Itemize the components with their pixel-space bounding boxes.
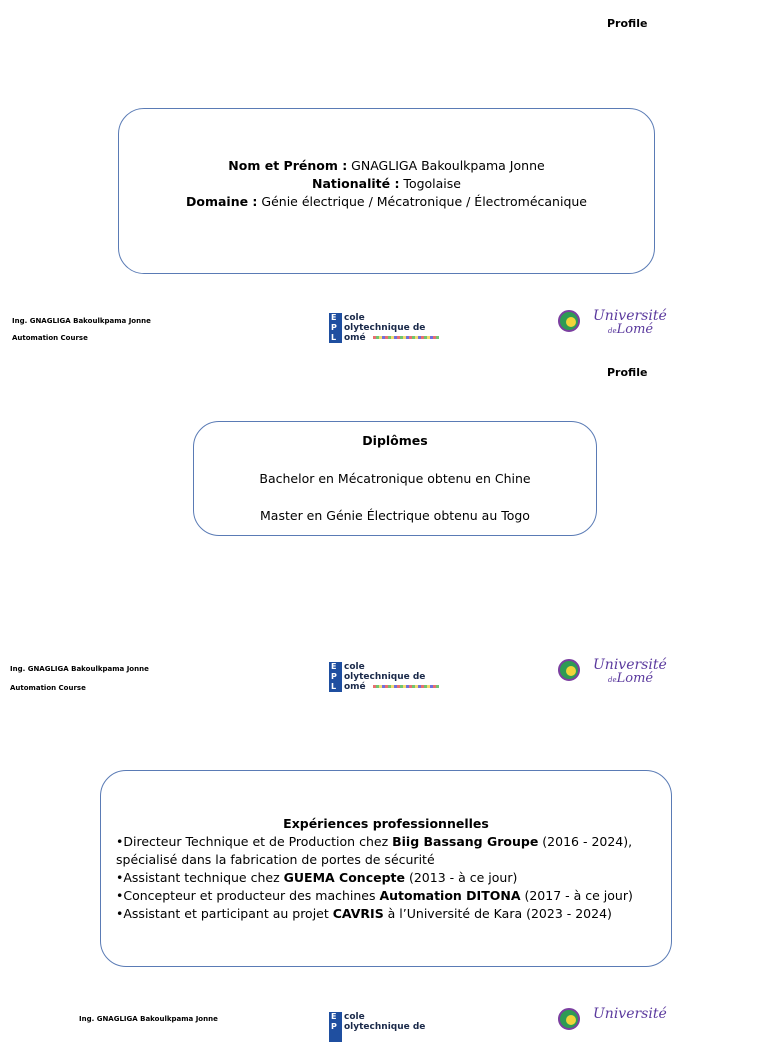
experience-item-continued: spécialisé dans la fabrication de portes de sécurité	[116, 852, 435, 867]
experience-item: •Concepteur et producteur des machines Automation DITONA (2017 - à ce jour)	[116, 888, 633, 903]
footer-author: Ing. GNAGLIGA Bakoulkpama Jonne	[12, 317, 151, 325]
univ-lome-logo: Université	[558, 1006, 673, 1036]
experience-title: Expériences professionnelles	[283, 816, 489, 831]
footer-course: Automation Course	[12, 334, 88, 342]
univ-crest-icon	[558, 310, 580, 332]
experience-box	[100, 770, 672, 967]
diploma-item: Bachelor en Mécatronique obtenu en Chine	[259, 471, 531, 486]
univ-crest-icon	[558, 1008, 580, 1030]
experience-item: •Directeur Technique et de Production chez Biig Bassang Groupe (2016 - 2024),	[116, 834, 633, 849]
epl-logo: E P L cole olytechnique de omé	[329, 662, 444, 692]
diplomas-box	[193, 421, 597, 536]
univ-crest-icon	[558, 659, 580, 681]
footer-course: Automation Course	[10, 684, 86, 692]
diploma-item: Master en Génie Électrique obtenu au Togo	[260, 508, 530, 523]
epl-logo: E P L cole olytechnique de omé	[329, 313, 444, 343]
epl-logo: E P cole olytechnique de	[329, 1012, 444, 1042]
domain-line: Domaine : Génie électrique / Mécatronique / Électromécanique	[185, 194, 587, 209]
footer-author: Ing. GNAGLIGA Bakoulkpama Jonne	[79, 1015, 218, 1023]
page-header-profile: Profile	[607, 17, 648, 30]
univ-lome-logo: Université deLomé	[558, 657, 673, 687]
diplomas-title: Diplômes	[362, 433, 428, 448]
name-line: Nom et Prénom : GNAGLIGA Bakoulkpama Jonne	[228, 158, 545, 173]
page-header-profile: Profile	[607, 366, 648, 379]
experience-item: •Assistant et participant au projet CAVRIS à l’Université de Kara (2023 - 2024)	[116, 906, 612, 921]
footer-author: Ing. GNAGLIGA Bakoulkpama Jonne	[10, 665, 149, 673]
identity-box	[118, 108, 655, 274]
univ-lome-logo: Université deLomé	[558, 308, 673, 338]
nationality-line: Nationalité : Togolaise	[312, 176, 461, 191]
experience-list	[116, 833, 661, 923]
experience-item: •Assistant technique chez GUEMA Concepte (2013 - à ce jour)	[116, 870, 518, 885]
